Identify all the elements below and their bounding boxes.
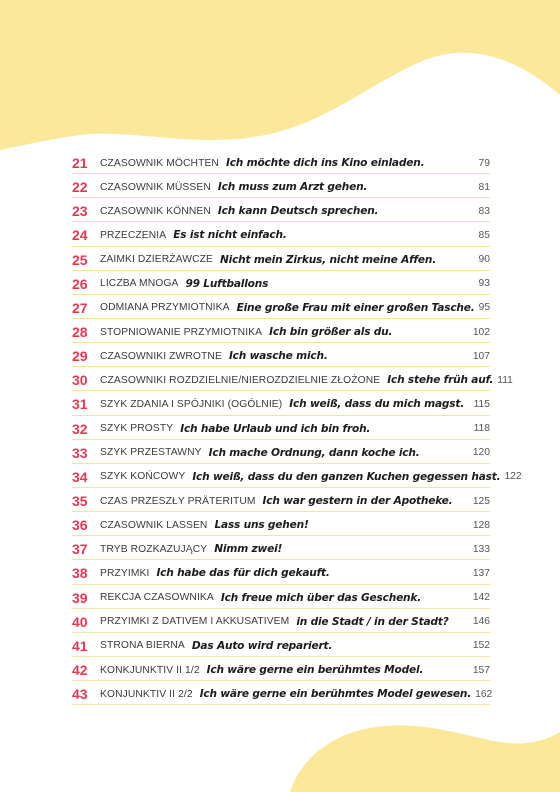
chapter-example: Ich möchte dich ins Kino einladen.: [225, 157, 425, 170]
chapter-example: Lass uns gehen!: [214, 519, 309, 532]
chapter-number: 29: [72, 348, 88, 365]
chapter-number: 21: [72, 155, 88, 172]
chapter-title: KONKJUNKTIV II 1/2: [100, 664, 200, 676]
page-number: 120: [472, 447, 490, 459]
toc-row[interactable]: [72, 417, 490, 441]
chapter-number: 26: [72, 275, 88, 292]
page-number: 152: [472, 640, 490, 652]
chapter-example: Ich wasche mich.: [228, 350, 328, 363]
toc-row[interactable]: [72, 223, 490, 247]
chapter-example: Ich muss zum Arzt gehen.: [217, 181, 368, 194]
table-of-contents: [72, 151, 522, 706]
chapter-title: CZAS PRZESZŁY PRÄTERITUM: [100, 495, 256, 507]
chapter-number: 43: [72, 686, 88, 703]
toc-row[interactable]: [72, 368, 513, 392]
toc-row[interactable]: [72, 320, 490, 344]
toc-row[interactable]: [72, 296, 490, 320]
toc-row[interactable]: [72, 489, 490, 513]
page-number: 162: [475, 688, 493, 700]
toc-row[interactable]: [72, 151, 490, 175]
toc-row[interactable]: [72, 586, 490, 610]
chapter-example: Ich kann Deutsch sprechen.: [217, 205, 379, 218]
chapter-number: 35: [72, 493, 88, 510]
chapter-number: 25: [72, 251, 88, 268]
chapter-number: 28: [72, 324, 88, 341]
toc-row[interactable]: [72, 344, 490, 368]
chapter-title: ODMIANA PRZYMIOTNIKA: [100, 302, 230, 314]
chapter-title: SZYK PRZESTAWNY: [100, 447, 202, 459]
page-number: 128: [472, 519, 490, 531]
chapter-title: KONJUNKTIV II 2/2: [100, 688, 193, 700]
toc-row[interactable]: [72, 682, 493, 706]
chapter-title: PRZYIMKI: [100, 567, 150, 579]
chapter-title: CZASOWNIKI ROZDZIELNIE/NIEROZDZIELNIE ZŁOŻONE: [100, 374, 381, 386]
chapter-title: SZYK KOŃCOWY: [100, 471, 186, 483]
toc-row[interactable]: [72, 392, 490, 416]
toc-row[interactable]: [72, 537, 490, 561]
chapter-number: 40: [72, 613, 88, 630]
page-number: 118: [473, 423, 490, 435]
chapter-example: Ich freue mich über das Geschenk.: [220, 591, 422, 604]
chapter-example: Ich habe das für dich gekauft.: [156, 567, 330, 580]
page-number: 122: [504, 471, 522, 483]
chapter-example: Ich wäre gerne ein berühmtes Model.: [206, 664, 424, 677]
page-number: 157: [472, 664, 490, 676]
page-number: 102: [472, 326, 490, 338]
page-number: 146: [472, 616, 490, 628]
toc-row[interactable]: [72, 658, 490, 682]
page-number: 115: [473, 398, 490, 410]
toc-row[interactable]: [72, 465, 522, 489]
page-number: 93: [478, 278, 490, 290]
chapter-title: TRYB ROZKAZUJĄCY: [100, 543, 208, 555]
chapter-example: Ich bin größer als du.: [269, 326, 393, 339]
page-number: 83: [478, 205, 490, 217]
chapter-example: Es ist nicht einfach.: [173, 229, 287, 242]
chapter-example: 99 Luftballons: [185, 277, 269, 290]
chapter-number: 32: [72, 420, 88, 437]
chapter-example: Ich habe Urlaub und ich bin froh.: [180, 422, 371, 435]
page-number: 90: [478, 254, 490, 266]
chapter-title: PRZYIMKI Z DATIVEM I AKKUSATIVEM: [100, 616, 290, 628]
chapter-number: 36: [72, 517, 88, 534]
chapter-title: CZASOWNIKI ZWROTNE: [100, 350, 222, 362]
chapter-number: 39: [72, 589, 88, 606]
chapter-number: 38: [72, 565, 88, 582]
chapter-number: 24: [72, 227, 88, 244]
page-number: 81: [478, 181, 490, 193]
toc-row[interactable]: [72, 441, 490, 465]
page-number: 95: [478, 302, 491, 314]
chapter-example: in die Stadt / in der Stadt?: [296, 615, 449, 628]
chapter-title: CZASOWNIK MÖCHTEN: [100, 157, 219, 169]
page-number: 79: [478, 157, 490, 169]
chapter-title: CZASOWNIK KÖNNEN: [100, 205, 211, 217]
top-yellow-blob: [0, 0, 560, 150]
toc-row[interactable]: [72, 561, 490, 585]
chapter-example: Ich wäre gerne ein berühmtes Model gewesen.: [199, 688, 472, 701]
chapter-title: LICZBA MNOGA: [100, 278, 179, 290]
chapter-example: Das Auto wird repariert.: [191, 639, 333, 652]
toc-row[interactable]: [72, 610, 490, 634]
page-number: 107: [472, 350, 490, 362]
chapter-example: Nimm zwei!: [214, 543, 283, 556]
chapter-number: 33: [72, 444, 88, 461]
chapter-title: SZYK ZDANIA I SPÓJNIKI (OGÓLNIE): [100, 398, 283, 410]
toc-row[interactable]: [72, 634, 490, 658]
bottom-yellow-blob: [290, 725, 560, 792]
chapter-example: Ich weiß, dass du den ganzen Kuchen gegessen hast.: [192, 470, 501, 483]
page-number: 85: [478, 229, 490, 241]
toc-row[interactable]: [72, 248, 490, 272]
page-number: 133: [472, 543, 490, 555]
page-number: 142: [472, 592, 490, 604]
chapter-title: CZASOWNIK LASSEN: [100, 519, 208, 531]
chapter-example: Ich mache Ordnung, dann koche ich.: [208, 446, 420, 459]
toc-row[interactable]: [72, 513, 490, 537]
chapter-title: REKCJA CZASOWNIKA: [100, 592, 214, 604]
toc-row[interactable]: [72, 175, 490, 199]
toc-row[interactable]: [72, 272, 490, 296]
chapter-example: Nicht mein Zirkus, nicht meine Affen.: [219, 253, 437, 266]
chapter-number: 41: [72, 637, 88, 654]
chapter-title: STRONA BIERNA: [100, 640, 185, 652]
chapter-example: Ich stehe früh auf.: [387, 374, 494, 387]
chapter-title: CZASOWNIK MÜSSEN: [100, 181, 211, 193]
page-number: 125: [472, 495, 490, 507]
chapter-number: 27: [72, 299, 88, 316]
chapter-title: PRZECZENIA: [100, 229, 167, 241]
page-number: 137: [472, 567, 490, 579]
chapter-title: ZAIMKI DZIERŻAWCZE: [100, 254, 213, 266]
toc-row[interactable]: [72, 199, 490, 223]
chapter-title: STOPNIOWANIE PRZYMIOTNIKA: [100, 326, 263, 338]
chapter-title: SZYK PROSTY: [100, 423, 174, 435]
chapter-example: Ich weiß, dass du mich magst.: [289, 398, 465, 411]
page-number: 111: [497, 374, 513, 386]
chapter-number: 23: [72, 203, 88, 220]
chapter-number: 30: [72, 372, 88, 389]
chapter-number: 31: [72, 396, 88, 413]
chapter-number: 22: [72, 179, 88, 196]
chapter-number: 34: [72, 468, 88, 485]
chapter-example: Eine große Frau mit einer großen Tasche.: [236, 301, 475, 314]
chapter-number: 42: [72, 662, 88, 679]
chapter-number: 37: [72, 541, 88, 558]
chapter-example: Ich war gestern in der Apotheke.: [262, 495, 453, 508]
